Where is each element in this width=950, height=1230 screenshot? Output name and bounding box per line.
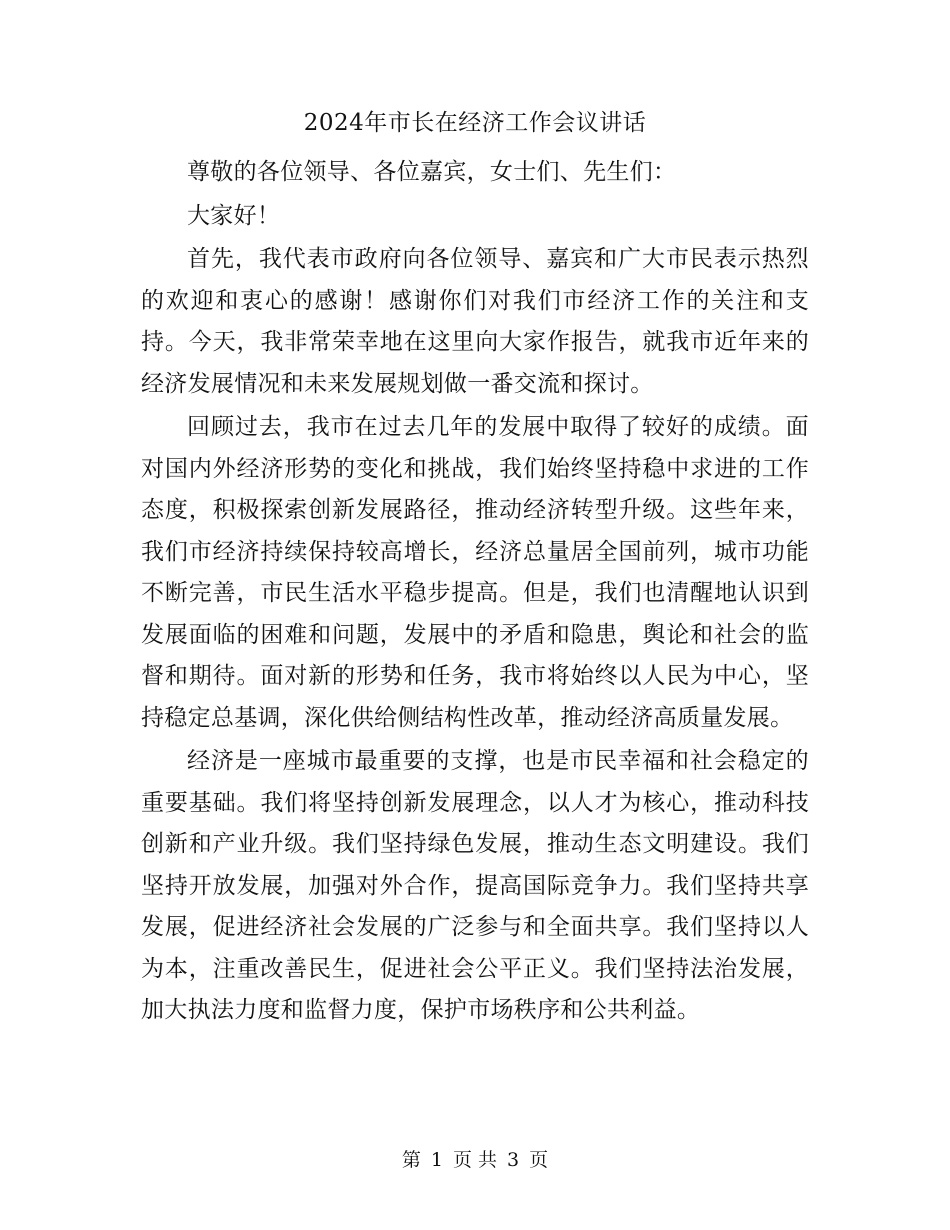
footer-prefix: 第 [401,1149,421,1171]
footer-total-pages: 3 [507,1149,520,1171]
page-footer [0,1146,950,1174]
paragraph-opening: 首先，我代表市政府向各位领导、嘉宾和广大市民表示热烈的欢迎和衷心的感谢！感谢你们对我们市经济工作的关注和支持。今天，我非常荣幸地在这里向大家作报告，就我市近年来的经济发展情况和未来发展规划做一番交流和探讨。 [141,246,809,397]
footer-page-number: 1 [430,1149,443,1171]
paragraph-economy: 经济是一座城市最重要的支撑，也是市民幸福和社会稳定的重要基础。我们将坚持创新发展理念，以人才为核心，推动科技创新和产业升级。我们坚持绿色发展，推动生态文明建设。我们坚持开放发展，加强对外合作，提高国际竞争力。我们坚持共享发展，促进经济社会发展的广泛参与和全面共享。我们坚持以人为本，注重改善民生，促进社会公平正义。我们坚持法治发展，加大执法力度和监督力度，保护市场秩序和公共利益。 [141,748,809,1023]
paragraph-greeting: 大家好！ [187,202,281,229]
footer-suffix: 页 [529,1149,549,1171]
footer-middle: 页 共 [452,1149,498,1171]
document-title: 2024年市长在经济工作会议讲话 [303,110,647,136]
paragraph-salutation: 尊敬的各位领导、各位嘉宾，女士们、先生们： [187,159,677,185]
paragraph-review: 回顾过去，我市在过去几年的发展中取得了较好的成绩。面对国内外经济形势的变化和挑战，我们始终坚持稳中求进的工作态度，积极探索创新发展路径，推动经济转型升级。这些年来，我们市经济持续保持较高增长，经济总量居全国前列，城市功能不断完善，市民生活水平稳步提高。但是，我们也清醒地认识到发展面临的困难和问题，发展中的矛盾和隐患，舆论和社会的监督和期待。面对新的形势和任务，我市将始终以人民为中心，坚持稳定总基调，深化供给侧结构性改革，推动经济高质量发展。 [141,414,809,731]
document-body [141,152,809,1032]
